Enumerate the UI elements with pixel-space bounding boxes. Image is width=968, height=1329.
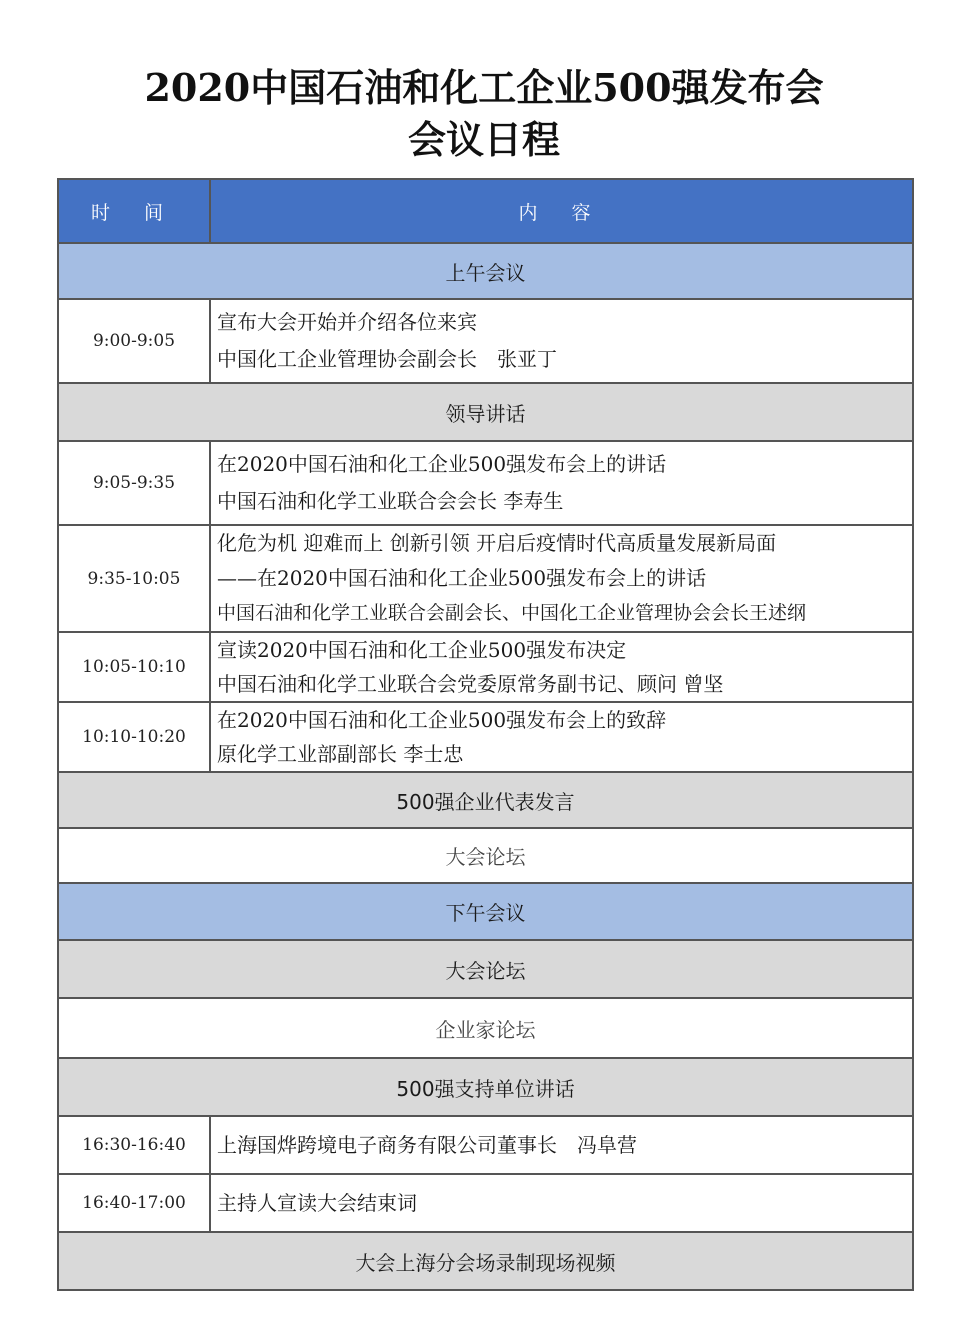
- content-line: 原化学工业部副部长 李士忠: [217, 742, 464, 766]
- section-row-morning-forum: [58, 828, 913, 883]
- section-row-representatives: [58, 772, 913, 828]
- content-line: 上海国烨跨境电子商务有限公司董事长 冯阜营: [217, 1132, 637, 1157]
- header-content: 内 容: [210, 179, 913, 243]
- content-cell: [210, 702, 913, 772]
- table-row: [58, 1174, 913, 1232]
- header-time: 时 间: [58, 179, 210, 243]
- table-row: [58, 632, 913, 702]
- content-cell: [210, 299, 913, 383]
- section-morning-forum: 大会论坛: [58, 828, 913, 883]
- content-line: 在2020中国石油和化工企业500强发布会上的致辞: [217, 708, 667, 732]
- time-cell: 9:05-9:35: [58, 441, 210, 525]
- time-cell: 10:10-10:20: [58, 702, 210, 772]
- content-line: 中国石油和化学工业联合会党委原常务副书记、顾问 曾坚: [217, 672, 724, 696]
- table-row: [58, 299, 913, 383]
- title-line-2: 会议日程: [407, 117, 560, 162]
- section-afternoon-forum: 大会论坛: [58, 940, 913, 998]
- section-row-leaders: [58, 383, 913, 441]
- section-entrepreneur-forum: 企业家论坛: [58, 998, 913, 1058]
- section-row-afternoon-forum: [58, 940, 913, 998]
- section-leader-speeches: 领导讲话: [58, 383, 913, 441]
- content-cell: [210, 1174, 913, 1232]
- document-title: [0, 62, 968, 166]
- section-row-closing: [58, 1232, 913, 1290]
- content-line: 中国石油和化学工业联合会副会长、中国化工企业管理协会会长王述纲: [217, 602, 807, 624]
- section-afternoon: 下午会议: [58, 883, 913, 940]
- table-header-row: [58, 179, 913, 243]
- section-morning: 上午会议: [58, 243, 913, 299]
- section-supporters: 500强支持单位讲话: [58, 1058, 913, 1116]
- content-line: 宣读2020中国石油和化工企业500强发布决定: [217, 638, 627, 662]
- content-line: 宣布大会开始并介绍各位来宾: [217, 310, 477, 334]
- content-line: 中国化工企业管理协会副会长 张亚丁: [217, 347, 557, 371]
- section-closing: 大会上海分会场录制现场视频: [58, 1232, 913, 1290]
- time-cell: 10:05-10:10: [58, 632, 210, 702]
- section-row-afternoon: [58, 883, 913, 940]
- agenda-table: [57, 178, 914, 1291]
- section-row-supporters: [58, 1058, 913, 1116]
- content-cell: [210, 1116, 913, 1174]
- time-cell: 9:35-10:05: [58, 525, 210, 632]
- content-cell: [210, 632, 913, 702]
- content-cell: [210, 525, 913, 632]
- content-line: 化危为机 迎难而上 创新引领 开启后疫情时代高质量发展新局面: [217, 531, 777, 555]
- table-row: [58, 1116, 913, 1174]
- title-line-1: 2020中国石油和化工企业500强发布会: [144, 65, 824, 110]
- table-row: [58, 702, 913, 772]
- time-cell: 16:30-16:40: [58, 1116, 210, 1174]
- time-cell: 9:00-9:05: [58, 299, 210, 383]
- content-cell: [210, 441, 913, 525]
- table-row: [58, 525, 913, 632]
- content-line: 中国石油和化学工业联合会会长 李寿生: [217, 489, 564, 513]
- section-representatives: 500强企业代表发言: [58, 772, 913, 828]
- section-row-entrepreneur-forum: [58, 998, 913, 1058]
- content-line: 主持人宣读大会结束词: [217, 1190, 417, 1215]
- table-row: [58, 441, 913, 525]
- content-line: 在2020中国石油和化工企业500强发布会上的讲话: [217, 452, 667, 476]
- time-cell: 16:40-17:00: [58, 1174, 210, 1232]
- section-row-morning: [58, 243, 913, 299]
- content-line: ——在2020中国石油和化工企业500强发布会上的讲话: [217, 566, 707, 590]
